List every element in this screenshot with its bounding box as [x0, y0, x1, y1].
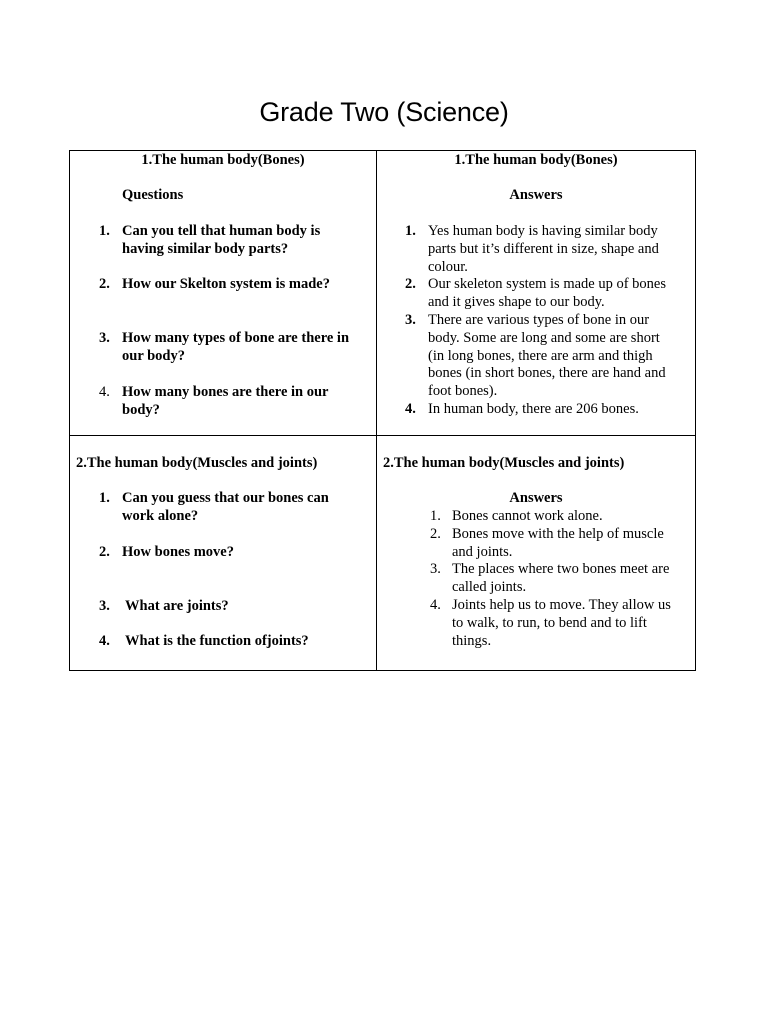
list-item-text: having similar body parts? [122, 240, 289, 257]
list-number: 2. [405, 276, 416, 292]
list-item-text: colour. [428, 258, 468, 275]
questions-heading: Questions [122, 187, 184, 203]
table-row [70, 151, 696, 436]
section-title: 2.The human body(Muscles and joints) [76, 455, 318, 471]
list-number: 3. [405, 312, 416, 328]
list-item-text: work alone? [122, 507, 199, 524]
list-item-text: The places where two bones meet are [452, 561, 670, 577]
bones-answers-cell [377, 151, 696, 436]
list-number: 2. [99, 544, 110, 560]
list-item-text: Joints help us to move. They allow us [452, 597, 671, 613]
list-number: 1. [430, 508, 441, 524]
list-number: 3. [99, 330, 110, 346]
list-number: 3. [430, 561, 441, 577]
list-item-text: (in long bones, there are arm and thigh [428, 347, 653, 364]
list-number: 4. [430, 597, 441, 613]
list-item-text: Our skeleton system is made up of bones [428, 276, 667, 292]
list-number: 2. [430, 526, 441, 542]
muscles-questions-cell [70, 436, 377, 671]
list-item-text: Can you tell that human body is [122, 223, 321, 239]
list-item-text: called joints. [452, 578, 527, 595]
list-item-text: bones (in short bones, there are hand and [428, 365, 666, 382]
list-number: 4. [405, 401, 416, 417]
answers-heading: Answers [509, 490, 563, 506]
bones-questions-cell [70, 151, 377, 436]
muscles-answers-cell [377, 436, 696, 671]
list-item-text: What is the function ofjoints? [125, 633, 309, 649]
page-title: Grade Two (Science) [259, 97, 509, 127]
list-item-text: How our Skelton system is made? [122, 276, 330, 292]
section-title: 1.The human body(Bones) [454, 152, 618, 168]
section-title: 2.The human body(Muscles and joints) [383, 455, 625, 471]
list-number: 2. [99, 276, 110, 292]
list-item-text: How bones move? [122, 544, 234, 560]
list-item-text: How many types of bone are there in [122, 330, 350, 346]
list-item-text: and it gives shape to our body. [428, 293, 605, 310]
table-row [70, 436, 696, 671]
list-item-text: things. [452, 632, 492, 649]
list-item-text: body? [122, 401, 160, 418]
list-item-text: How many bones are there in our [122, 384, 329, 400]
list-item-text: body. Some are long and some are short [428, 329, 660, 346]
list-item-text: parts but it’s different in size, shape and [428, 240, 659, 257]
qa-table [69, 150, 696, 671]
list-item-text: our body? [122, 347, 185, 364]
list-number: 1. [99, 223, 110, 239]
list-item-text: There are various types of bone in our [428, 312, 650, 328]
list-item-text: foot bones). [428, 383, 498, 400]
list-item-text: and joints. [452, 543, 513, 560]
list-item-text: Bones cannot work alone. [452, 508, 603, 524]
list-number: 4. [99, 384, 110, 400]
list-item-text: In human body, there are 206 bones. [428, 401, 639, 417]
list-number: 4. [99, 633, 110, 649]
section-title: 1.The human body(Bones) [141, 152, 305, 168]
list-item-text: Bones move with the help of muscle [452, 526, 664, 542]
list-item-text: to walk, to run, to bend and to lift [452, 614, 647, 631]
list-number: 1. [405, 223, 416, 239]
answers-heading: Answers [509, 187, 563, 203]
list-number: 3. [99, 598, 110, 614]
list-item-text: What are joints? [125, 598, 229, 614]
list-item-text: Yes human body is having similar body [428, 223, 658, 239]
list-item-text: Can you guess that our bones can [122, 490, 329, 506]
list-number: 1. [99, 490, 110, 506]
